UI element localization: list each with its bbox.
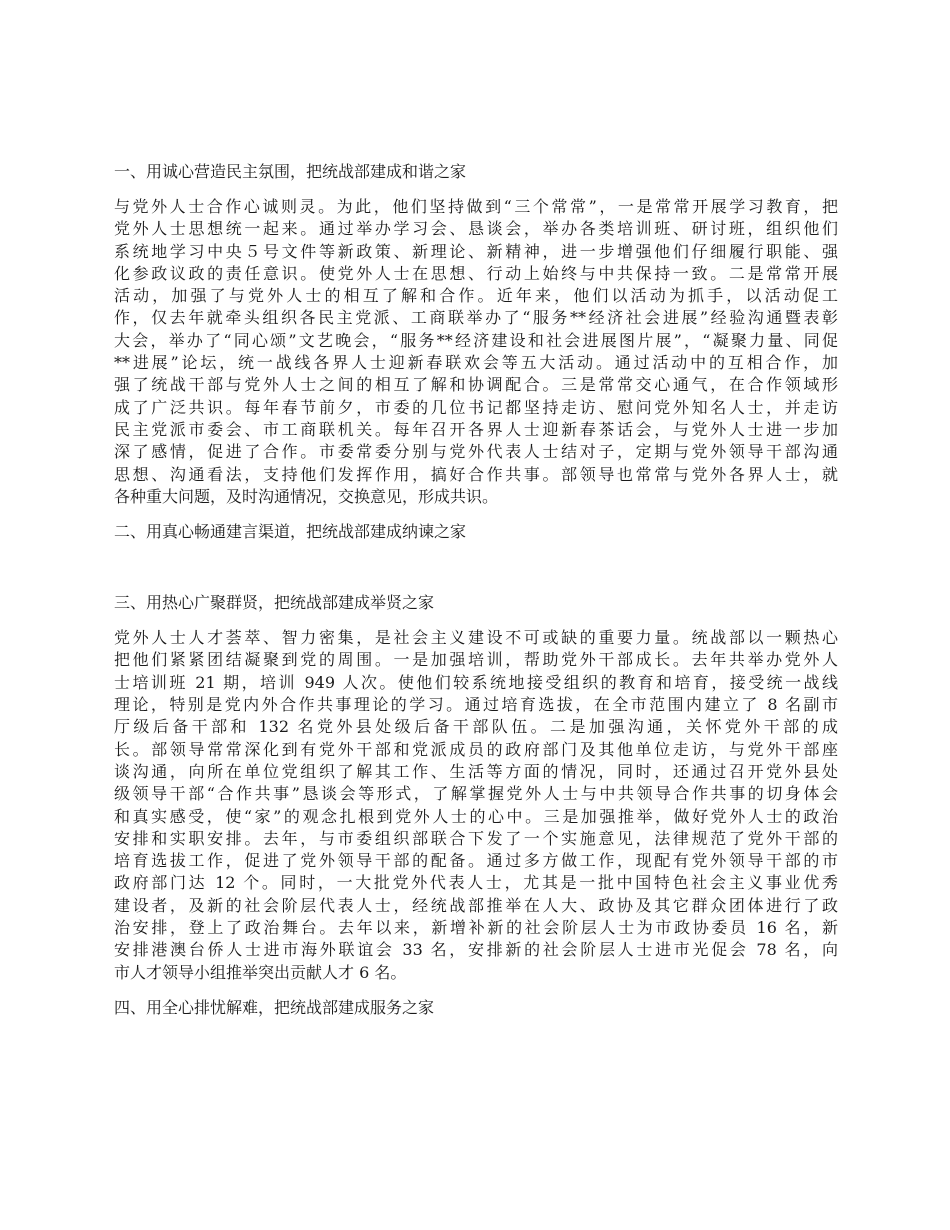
section-heading: 二、用真心畅通建言渠道，把统战部建成纳谏之家 <box>114 522 467 542</box>
paragraph-line: 系统地学习中央５号文件等新政策、新理论、新精神，进一步增强他们仔细履行职能、强 <box>114 241 838 261</box>
paragraph-line: 理论，特别是党内外合作共事理论的学习。通过培育选拔，在全市范围内建立了 8 名副市 <box>114 695 838 715</box>
paragraph-line: 成了广泛共识。每年春节前夕，市委的几位书记都坚持走访、慰问党外知名人士，并走访 <box>114 397 838 417</box>
paragraph-line: 安排和实职安排。去年，与市委组织部联合下发了一个实施意见，法律规范了党外干部的 <box>114 828 838 848</box>
paragraph-line: **进展”论坛，统一战线各界人士迎新春联欢会等五大活动。通过活动中的互相合作，加 <box>114 353 838 373</box>
paragraph-line: 和真实感受，使“家”的观念扎根到党外人士的心中。三是加强推举，做好党外人士的政治 <box>114 806 838 826</box>
paragraph-line: 与党外人士合作心诚则灵。为此，他们坚持做到“三个常常”，一是常常开展学习教育，把 <box>114 197 838 216</box>
paragraph-line: 各种重大问题，及时沟通情况，交换意见，形成共识。 <box>114 486 499 506</box>
paragraph-line: 级领导干部“合作共事”恳谈会等形式，了解掌握党外人士与中共领导合作共事的切身体会 <box>114 784 838 804</box>
section-heading: 一、用诚心营造民主氛围，把统战部建成和谐之家 <box>114 162 467 181</box>
paragraph-line: 党外人士人才荟萃、智力密集，是社会主义建设不可或缺的重要力量。统战部以一颗热心 <box>114 628 838 648</box>
paragraph-line: 安排港澳台侨人士进市海外联谊会 33 名，安排新的社会阶层人士进市光促会 78 名，向 <box>114 940 838 960</box>
paragraph-line: 民主党派市委会、市工商联机关。每年召开各界人士迎新春茶话会，与党外人士进一步加 <box>114 419 838 439</box>
paragraph-line: 培育选拔工作，促进了党外领导干部的配备。通过多方做工作，现配有党外领导干部的市 <box>114 851 838 871</box>
paragraph-line: 作，仅去年就牵头组织各民主党派、工商联举办了“服务**经济社会进展”经验沟通暨表彰 <box>114 308 838 328</box>
paragraph-line: 厅级后备干部和 132 名党外县处级后备干部队伍。二是加强沟通，关怀党外干部的成 <box>114 717 838 737</box>
section-paragraph <box>114 196 838 508</box>
paragraph-line: 士培训班 21 期，培训 949 人次。使他们较系统地接受组织的教育和培育，接受统一战线 <box>114 672 838 692</box>
paragraph-line: 化参政议政的责任意识。使党外人士在思想、行动上始终与中共保持一致。二是常常开展 <box>114 263 838 283</box>
section-heading: 四、用全心排忧解难，把统战部建成服务之家 <box>114 997 435 1017</box>
paragraph-line: 政府部门达 12 个。同时，一大批党外代表人士，尤其是一批中国特色社会主义事业优秀 <box>114 873 838 893</box>
paragraph-line: 长。部领导常常深化到有党外干部和党派成员的政府部门及其他单位走访，与党外干部座 <box>114 739 838 759</box>
paragraph-line: 思想、沟通看法，支持他们发挥作用，搞好合作共事。部领导也常常与党外各界人士，就 <box>114 464 838 484</box>
section-heading: 三、用热心广聚群贤，把统战部建成举贤之家 <box>114 593 435 613</box>
paragraph-line: 深了感情，促进了合作。市委常委分别与党外代表人士结对子，定期与党外领导干部沟通 <box>114 442 838 462</box>
paragraph-line: 把他们紧紧团结凝聚到党的周围。一是加强培训，帮助党外干部成长。去年共举办党外人 <box>114 650 838 670</box>
paragraph-line: 党外人士思想统一起来。通过举办学习会、恳谈会，举办各类培训班、研讨班，组织他们 <box>114 219 838 239</box>
section-3 <box>114 591 838 996</box>
document-page <box>114 160 838 1020</box>
paragraph-line: 强了统战干部与党外人士之间的相互了解和协调配合。三是常常交心通气，在合作领域形 <box>114 375 838 395</box>
section-2 <box>114 520 838 591</box>
paragraph-line: 大会，举办了“同心颂”文艺晚会，“服务**经济建设和社会进展图片展”，“凝聚力量、同促 <box>114 330 838 350</box>
section-paragraph <box>114 627 838 984</box>
paragraph-line: 活动，加强了与党外人士的相互了解和合作。近年来，他们以活动为抓手，以活动促工 <box>114 286 838 306</box>
section-1 <box>114 160 838 520</box>
section-4 <box>114 996 838 1020</box>
paragraph-line: 市人才领导小组推举突出贡献人才 6 名。 <box>114 962 407 982</box>
paragraph-line: 谈沟通，向所在单位党组织了解其工作、生活等方面的情况，同时，还通过召开党外县处 <box>114 761 838 781</box>
paragraph-line: 建设者，及新的社会阶层代表人士，经统战部推举在人大、政协及其它群众团体进行了政 <box>114 895 838 915</box>
paragraph-line: 治安排，登上了政治舞台。去年以来，新增补新的社会阶层人士为市政协委员 16 名，新 <box>114 918 838 938</box>
